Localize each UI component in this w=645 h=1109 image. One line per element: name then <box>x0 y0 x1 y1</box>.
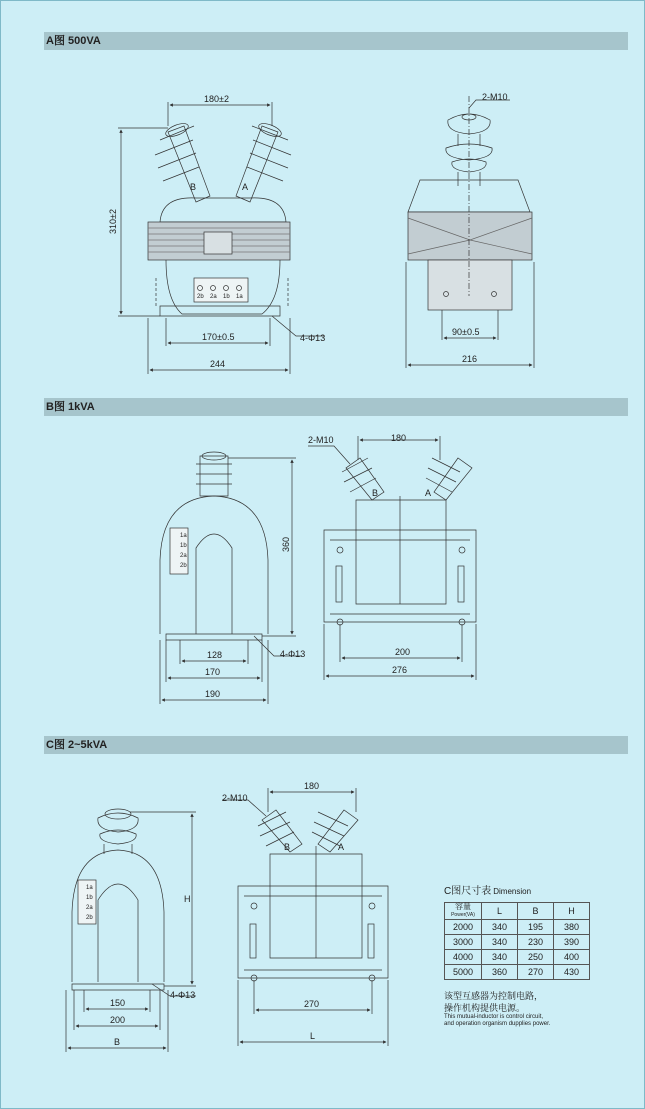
label-a: A <box>338 842 345 852</box>
diagram-a-front-view <box>108 94 325 374</box>
term-label: 2a <box>180 553 187 559</box>
table-row <box>445 935 590 950</box>
diagram-a-side-view <box>406 92 534 368</box>
table-cell: 5000 <box>445 965 482 980</box>
note-en-1: This mutual-inductor is control circuit, <box>444 1014 544 1020</box>
table-row <box>445 920 590 935</box>
table-header: B <box>518 903 554 920</box>
term-label: 1b <box>86 895 93 901</box>
table-header: L <box>482 903 518 920</box>
dim-b-128: 128 <box>207 650 223 660</box>
dim-c-height: H <box>184 894 191 904</box>
section-a-header: A图 500VA <box>44 32 628 50</box>
table-cell: 400 <box>554 950 590 965</box>
dim-b-170: 170 <box>205 667 221 677</box>
table-cell: 340 <box>482 920 518 935</box>
dim-a-side-width: 216 <box>462 354 478 364</box>
table-header: H <box>554 903 590 920</box>
dim-c-200: 200 <box>110 1015 126 1025</box>
note-cn-2: 操作机构提供电源。 <box>444 1003 526 1013</box>
dim-a-top-span: 180±2 <box>204 94 229 104</box>
term-label: 1a <box>236 294 243 300</box>
section-c-header: C图 2~5kVA <box>44 736 628 754</box>
side-core <box>408 212 532 260</box>
note-cn-1: 该型互感器为控制电路， <box>444 991 544 1001</box>
term-label: 2b <box>197 294 204 300</box>
table-cell: 4000 <box>445 950 482 965</box>
note-en-2: and operation organism dupplies power. <box>444 1021 551 1027</box>
table-cell: 270 <box>518 965 554 980</box>
diagram-c-side-view <box>222 781 388 1046</box>
diagram-b-side-view <box>308 433 476 680</box>
note <box>444 990 550 1028</box>
dim-a-terminal: 2-M10 <box>482 92 508 102</box>
table-row <box>445 965 590 980</box>
section-b-header: B图 1kVA <box>44 398 628 416</box>
table-cell: 2000 <box>445 920 482 935</box>
term-label: 1a <box>180 533 187 539</box>
dim-b-hole: 4-Φ13 <box>280 649 306 659</box>
table-cell: 250 <box>518 950 554 965</box>
term-label: 2a <box>210 294 217 300</box>
dim-c-hole: 4-Φ13 <box>170 990 196 1000</box>
dim-a-side-span: 90±0.5 <box>452 327 480 337</box>
table-title-cn: C图尺寸表 <box>444 886 492 897</box>
dimension-table-title <box>444 882 531 897</box>
dim-a-base-span: 170±0.5 <box>202 332 235 342</box>
dim-b-276: 276 <box>392 665 408 675</box>
dim-b-height: 360 <box>281 536 291 552</box>
dim-c-270: 270 <box>304 999 320 1009</box>
dim-a-hole: 4-Φ13 <box>300 333 326 343</box>
table-title-en: Dimension <box>493 887 532 896</box>
table-header-row <box>445 903 590 920</box>
dim-c-top-span: 180 <box>304 781 320 791</box>
label-b: B <box>190 182 197 192</box>
dim-b-200: 200 <box>395 647 411 657</box>
label-a: A <box>242 182 249 192</box>
dim-b-terminal: 2-M10 <box>308 435 334 445</box>
dim-c-terminal: 2-M10 <box>222 793 248 803</box>
table-cell: 380 <box>554 920 590 935</box>
dim-b-190: 190 <box>205 689 221 699</box>
term-label: 2b <box>180 563 187 569</box>
table-row <box>445 950 590 965</box>
table-cell: 360 <box>482 965 518 980</box>
table-cell: 430 <box>554 965 590 980</box>
label-b: B <box>284 842 291 852</box>
diagram-b-front-view <box>160 452 305 704</box>
dim-c-width-l: L <box>310 1031 316 1041</box>
table-cell: 195 <box>518 920 554 935</box>
dim-c-width: B <box>114 1037 121 1047</box>
dim-a-width: 244 <box>210 359 226 369</box>
table-cell: 340 <box>482 935 518 950</box>
table-cell: 340 <box>482 950 518 965</box>
dim-b-top-span: 180 <box>391 433 407 443</box>
label-b: B <box>372 488 379 498</box>
insulator-left <box>155 121 210 202</box>
dim-c-150: 150 <box>110 998 126 1008</box>
table-cell: 390 <box>554 935 590 950</box>
term-label: 2a <box>86 905 93 911</box>
table-cell: 3000 <box>445 935 482 950</box>
term-label: 1a <box>86 885 93 891</box>
term-label: 1b <box>223 294 230 300</box>
diagram-c-front-view <box>66 809 196 1052</box>
table-header-power: 容量 Power(VA) <box>445 903 482 920</box>
table-cell: 230 <box>518 935 554 950</box>
dim-a-height: 310±2 <box>108 209 118 234</box>
term-label: 1b <box>180 543 187 549</box>
label-a: A <box>425 488 432 498</box>
term-label: 2b <box>86 915 93 921</box>
dimension-table <box>444 902 590 980</box>
